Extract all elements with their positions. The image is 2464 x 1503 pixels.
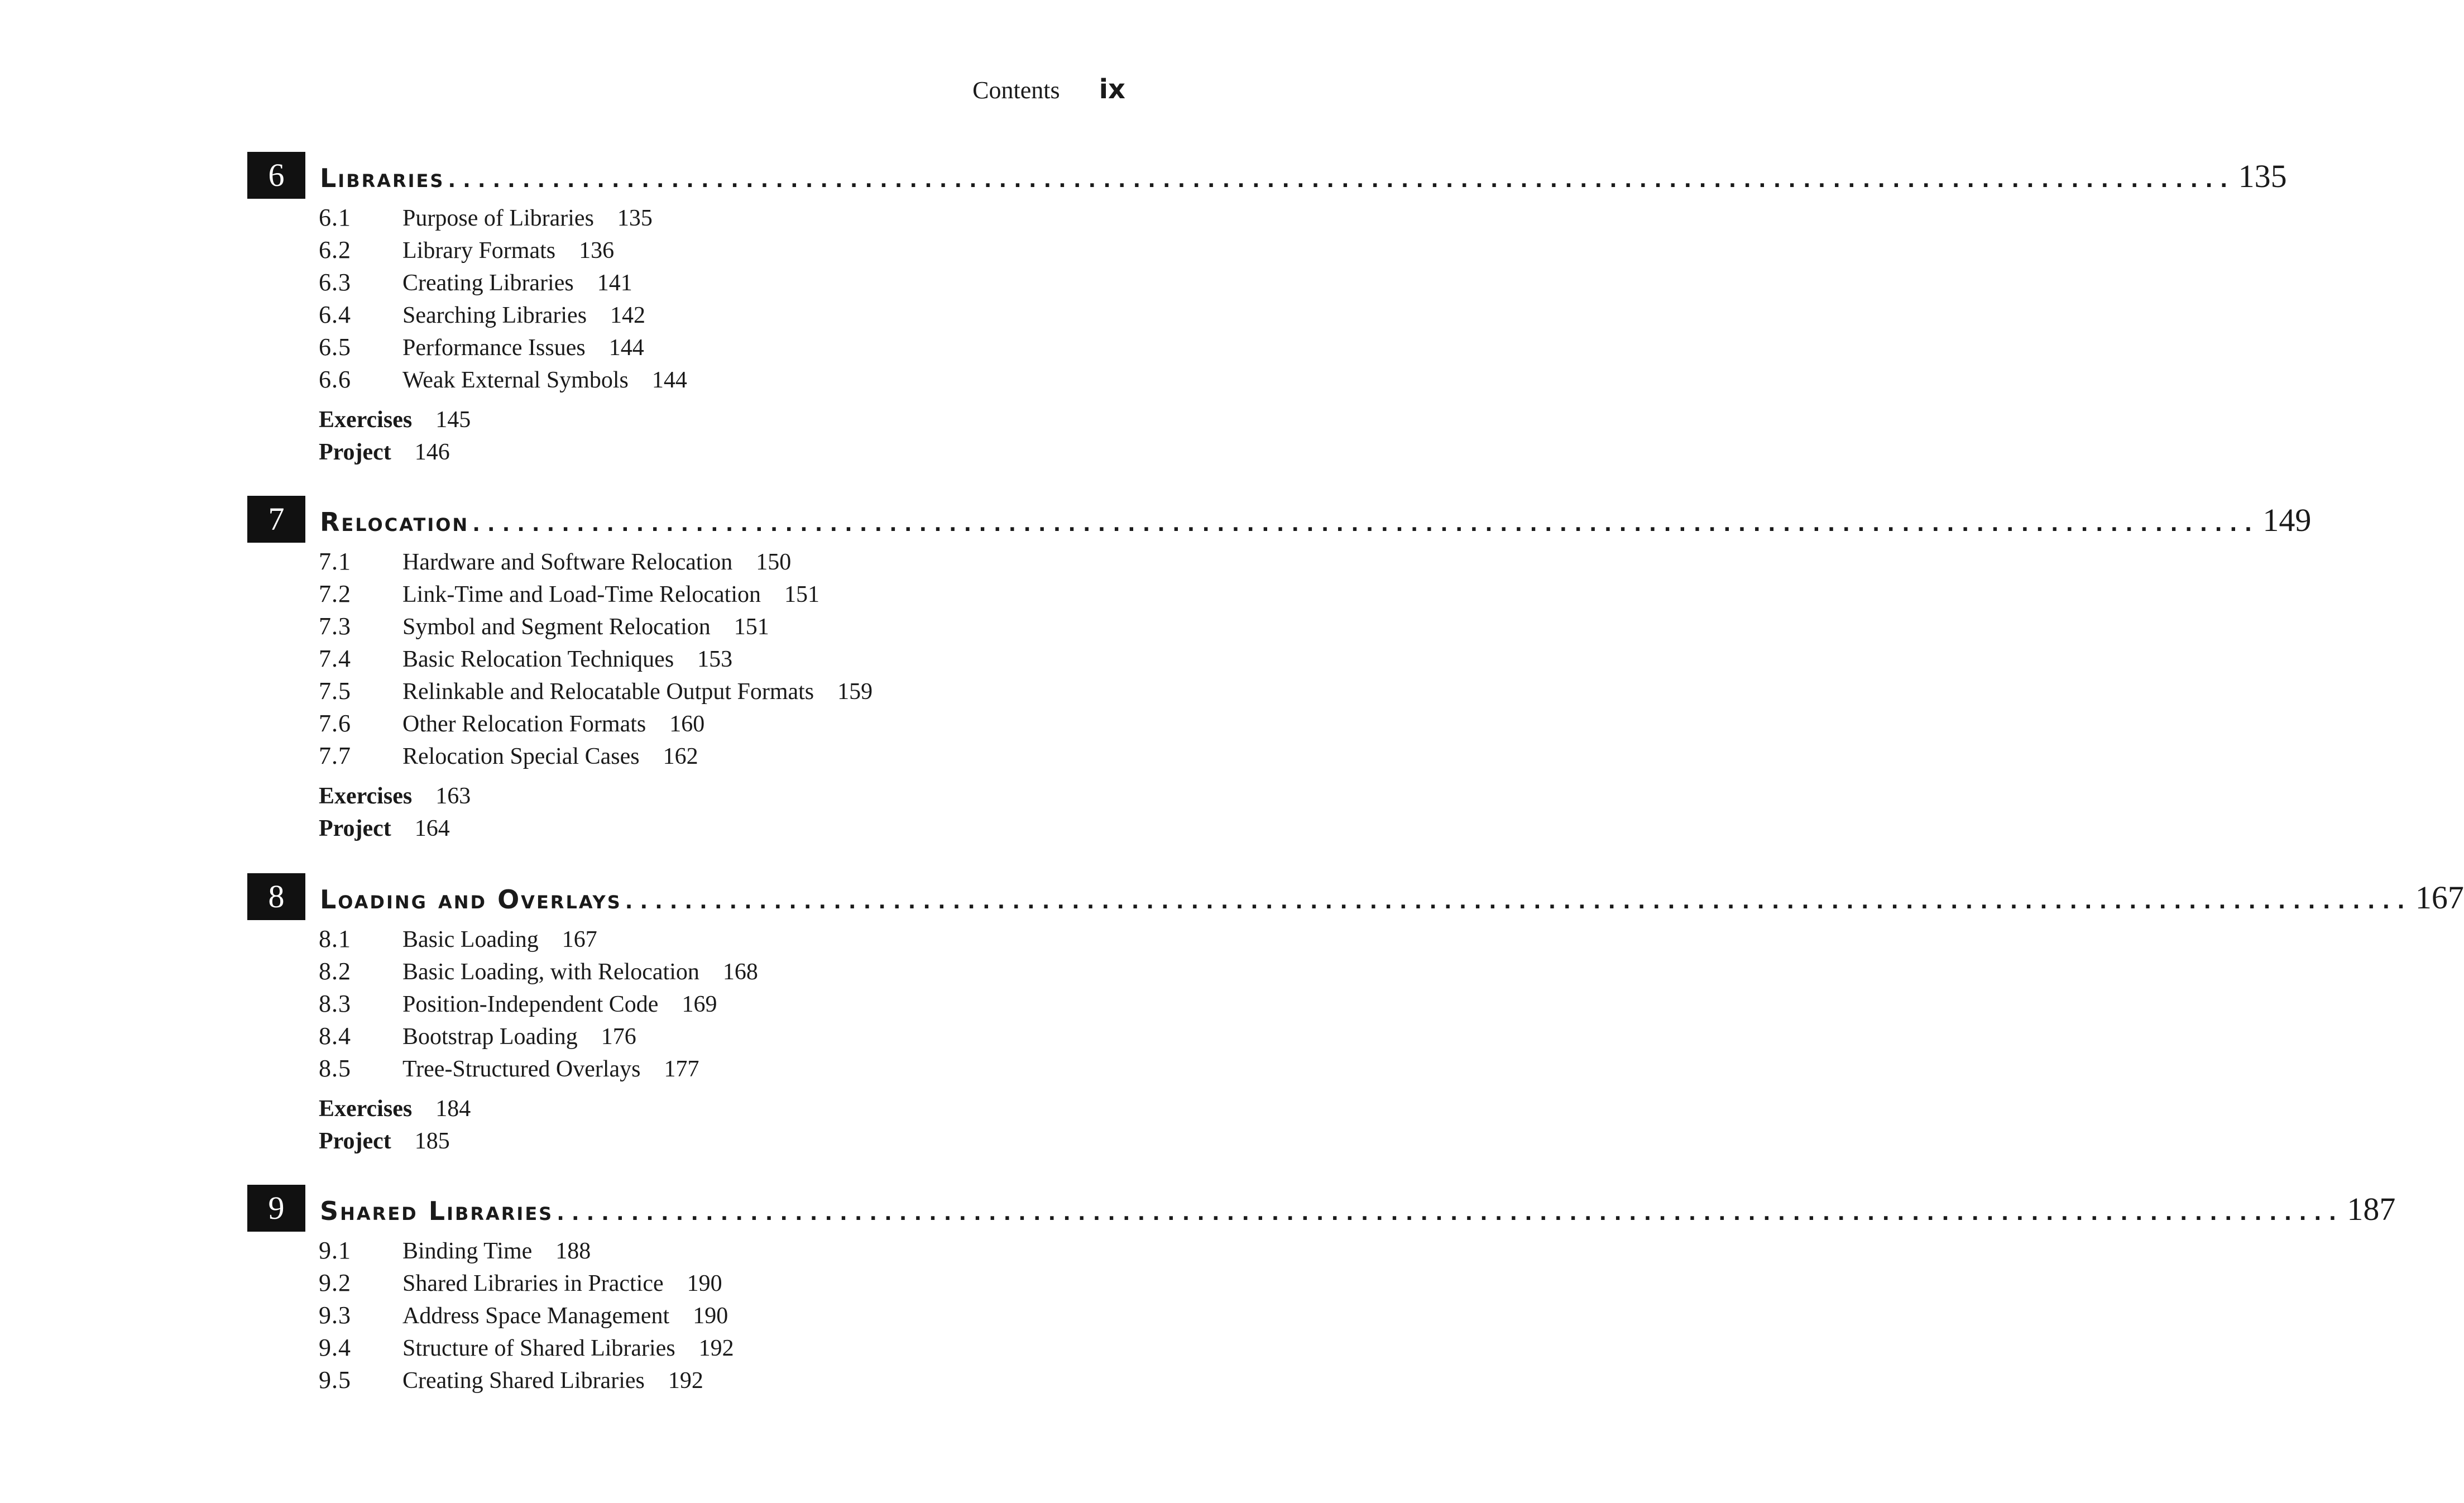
section-title: Basic Relocation Techniques — [402, 647, 674, 672]
chapter-page-number: 135 — [2238, 158, 2287, 194]
section-title: Purpose of Libraries — [402, 205, 594, 231]
section-title: Tree-Structured Overlays — [402, 1056, 641, 1082]
extra-page-number: 146 — [414, 439, 450, 465]
section-number: 7.7 — [319, 742, 351, 769]
project-entry[interactable] — [319, 439, 1062, 471]
extra-page-number: 163 — [435, 783, 471, 809]
dot-leader: ........................................................................................................................ — [625, 891, 2412, 913]
chapter-page-number: 149 — [2262, 502, 2312, 538]
section-page-number: 192 — [698, 1336, 734, 1361]
section-page-number: 176 — [601, 1024, 636, 1050]
chapter-title: Shared Libraries — [320, 1196, 554, 1226]
section-number: 8.3 — [319, 990, 351, 1017]
extra-label: Exercises — [319, 1096, 413, 1122]
section-title: Other Relocation Formats — [402, 711, 646, 737]
section-title: Relocation Special Cases — [402, 744, 640, 769]
chapter-page-number: 167 — [2415, 879, 2464, 916]
section-page-number: 153 — [697, 647, 733, 672]
section-page-number: 141 — [597, 270, 632, 296]
toc-entry[interactable] — [319, 925, 1062, 957]
section-title: Relinkable and Relocatable Output Formats — [402, 679, 814, 705]
toc-entry[interactable] — [319, 1236, 1062, 1269]
section-page-number: 190 — [693, 1303, 728, 1329]
toc-entry[interactable] — [319, 612, 1062, 644]
section-list — [319, 203, 1062, 398]
section-page-number: 136 — [579, 238, 615, 264]
exercises-entry[interactable] — [319, 406, 1062, 439]
section-number: 7.3 — [319, 612, 351, 640]
section-title: Symbol and Segment Relocation — [402, 614, 711, 640]
chapter-extras — [319, 406, 1062, 471]
chapter-heading[interactable] — [247, 152, 2287, 199]
chapter-title: Relocation — [320, 507, 469, 537]
toc-entry[interactable] — [319, 268, 1062, 300]
section-number: 8.1 — [319, 925, 351, 952]
chapter-page-number: 187 — [2347, 1191, 2396, 1227]
chapter-heading[interactable] — [247, 1185, 2396, 1232]
dot-leader: ........................................................................................................................ — [472, 513, 2260, 536]
extra-label: Project — [319, 816, 391, 841]
chapter-number-box: 8 — [247, 873, 305, 920]
toc-entry[interactable] — [319, 644, 1062, 677]
section-page-number: 144 — [651, 367, 687, 393]
section-title: Structure of Shared Libraries — [402, 1336, 675, 1361]
chapter-number-box: 7 — [247, 496, 305, 543]
chapter-title: Loading and Overlays — [320, 884, 622, 915]
section-title: Searching Libraries — [402, 303, 587, 328]
section-list — [319, 547, 1062, 774]
toc-entry[interactable] — [319, 989, 1062, 1022]
running-head — [972, 74, 1125, 105]
toc-entry[interactable] — [319, 1301, 1062, 1333]
chapter-title: Libraries — [320, 163, 445, 193]
exercises-entry[interactable] — [319, 1095, 1062, 1128]
chapter-heading[interactable] — [247, 873, 2464, 920]
toc-entry[interactable] — [319, 1333, 1062, 1366]
section-number: 6.6 — [319, 366, 351, 393]
section-title: Bootstrap Loading — [402, 1024, 578, 1050]
toc-entry[interactable] — [319, 333, 1062, 365]
section-page-number: 190 — [687, 1271, 722, 1296]
section-page-number: 188 — [555, 1238, 591, 1264]
chapter-extras — [319, 783, 1062, 848]
section-page-number: 151 — [784, 582, 819, 607]
section-page-number: 168 — [722, 959, 758, 985]
section-page-number: 160 — [669, 711, 705, 737]
section-number: 6.2 — [319, 236, 351, 264]
toc-entry[interactable] — [319, 547, 1062, 580]
toc-entry[interactable] — [319, 957, 1062, 989]
section-title: Basic Loading — [402, 927, 539, 952]
extra-label: Project — [319, 1128, 391, 1154]
toc-entry[interactable] — [319, 741, 1062, 774]
section-page-number: 135 — [617, 205, 653, 231]
extra-page-number: 184 — [435, 1096, 471, 1122]
section-number: 6.4 — [319, 301, 351, 328]
section-title: Address Space Management — [402, 1303, 670, 1329]
section-number: 9.3 — [319, 1301, 351, 1329]
chapter-6 — [247, 152, 2287, 471]
section-page-number: 169 — [682, 992, 717, 1017]
toc-entry[interactable] — [319, 677, 1062, 709]
section-number: 6.5 — [319, 333, 351, 361]
toc-entry[interactable] — [319, 709, 1062, 741]
section-title: Weak External Symbols — [402, 367, 629, 393]
section-number: 9.2 — [319, 1269, 351, 1296]
toc-entry[interactable] — [319, 236, 1062, 268]
toc-entry[interactable] — [319, 1269, 1062, 1301]
extra-label: Exercises — [319, 783, 413, 809]
toc-entry[interactable] — [319, 1054, 1062, 1086]
section-page-number: 177 — [664, 1056, 699, 1082]
extra-page-number: 164 — [414, 816, 450, 841]
section-page-number: 162 — [663, 744, 698, 769]
section-title: Creating Libraries — [402, 270, 574, 296]
section-list — [319, 1236, 1062, 1398]
section-page-number: 150 — [756, 549, 792, 575]
extra-label: Project — [319, 439, 391, 465]
toc-entry[interactable] — [319, 365, 1062, 398]
section-title: Binding Time — [402, 1238, 533, 1264]
section-number: 7.2 — [319, 580, 351, 607]
section-title: Link-Time and Load-Time Relocation — [402, 582, 761, 607]
section-number: 9.5 — [319, 1366, 351, 1394]
section-number: 8.5 — [319, 1055, 351, 1082]
extra-page-number: 185 — [414, 1128, 450, 1154]
section-number: 7.5 — [319, 677, 351, 705]
exercises-entry[interactable] — [319, 783, 1062, 815]
chapter-extras — [319, 1095, 1062, 1160]
section-page-number: 192 — [668, 1368, 703, 1394]
chapter-8 — [247, 873, 2464, 1160]
chapter-7 — [247, 496, 2312, 848]
section-page-number: 159 — [837, 679, 873, 705]
dot-leader: ........................................................................................................................ — [557, 1202, 2344, 1225]
section-page-number: 167 — [562, 927, 597, 952]
dot-leader: ........................................................................................................................ — [448, 169, 2235, 192]
chapter-heading[interactable] — [247, 496, 2312, 543]
section-list — [319, 925, 1062, 1086]
section-number: 9.4 — [319, 1334, 351, 1361]
toc-entry[interactable] — [319, 1366, 1062, 1398]
toc-entry[interactable] — [319, 580, 1062, 612]
running-head-label: Contents — [972, 76, 1060, 104]
toc-entry[interactable] — [319, 1022, 1062, 1054]
section-title: Performance Issues — [402, 335, 586, 361]
chapter-number-box: 9 — [247, 1185, 305, 1232]
section-number: 7.6 — [319, 710, 351, 737]
extra-label: Exercises — [319, 407, 413, 433]
running-head-page-number: ix — [1099, 74, 1125, 105]
toc-entry[interactable] — [319, 203, 1062, 236]
section-title: Shared Libraries in Practice — [402, 1271, 664, 1296]
section-page-number: 144 — [608, 335, 644, 361]
section-title: Library Formats — [402, 238, 556, 264]
section-title: Position-Independent Code — [402, 992, 659, 1017]
chapter-number-box: 6 — [247, 152, 305, 199]
section-title: Hardware and Software Relocation — [402, 549, 733, 575]
section-number: 8.4 — [319, 1022, 351, 1050]
project-entry[interactable] — [319, 1128, 1062, 1160]
section-number: 9.1 — [319, 1237, 351, 1264]
section-number: 6.1 — [319, 204, 351, 231]
section-number: 8.2 — [319, 958, 351, 985]
toc-entry[interactable] — [319, 300, 1062, 333]
section-page-number: 142 — [610, 303, 646, 328]
section-page-number: 151 — [734, 614, 769, 640]
section-title: Creating Shared Libraries — [402, 1368, 645, 1394]
section-number: 7.4 — [319, 645, 351, 672]
section-number: 7.1 — [319, 548, 351, 575]
project-entry[interactable] — [319, 815, 1062, 848]
chapter-9 — [247, 1185, 2396, 1398]
section-number: 6.3 — [319, 269, 351, 296]
section-title: Basic Loading, with Relocation — [402, 959, 699, 985]
extra-page-number: 145 — [435, 407, 471, 433]
